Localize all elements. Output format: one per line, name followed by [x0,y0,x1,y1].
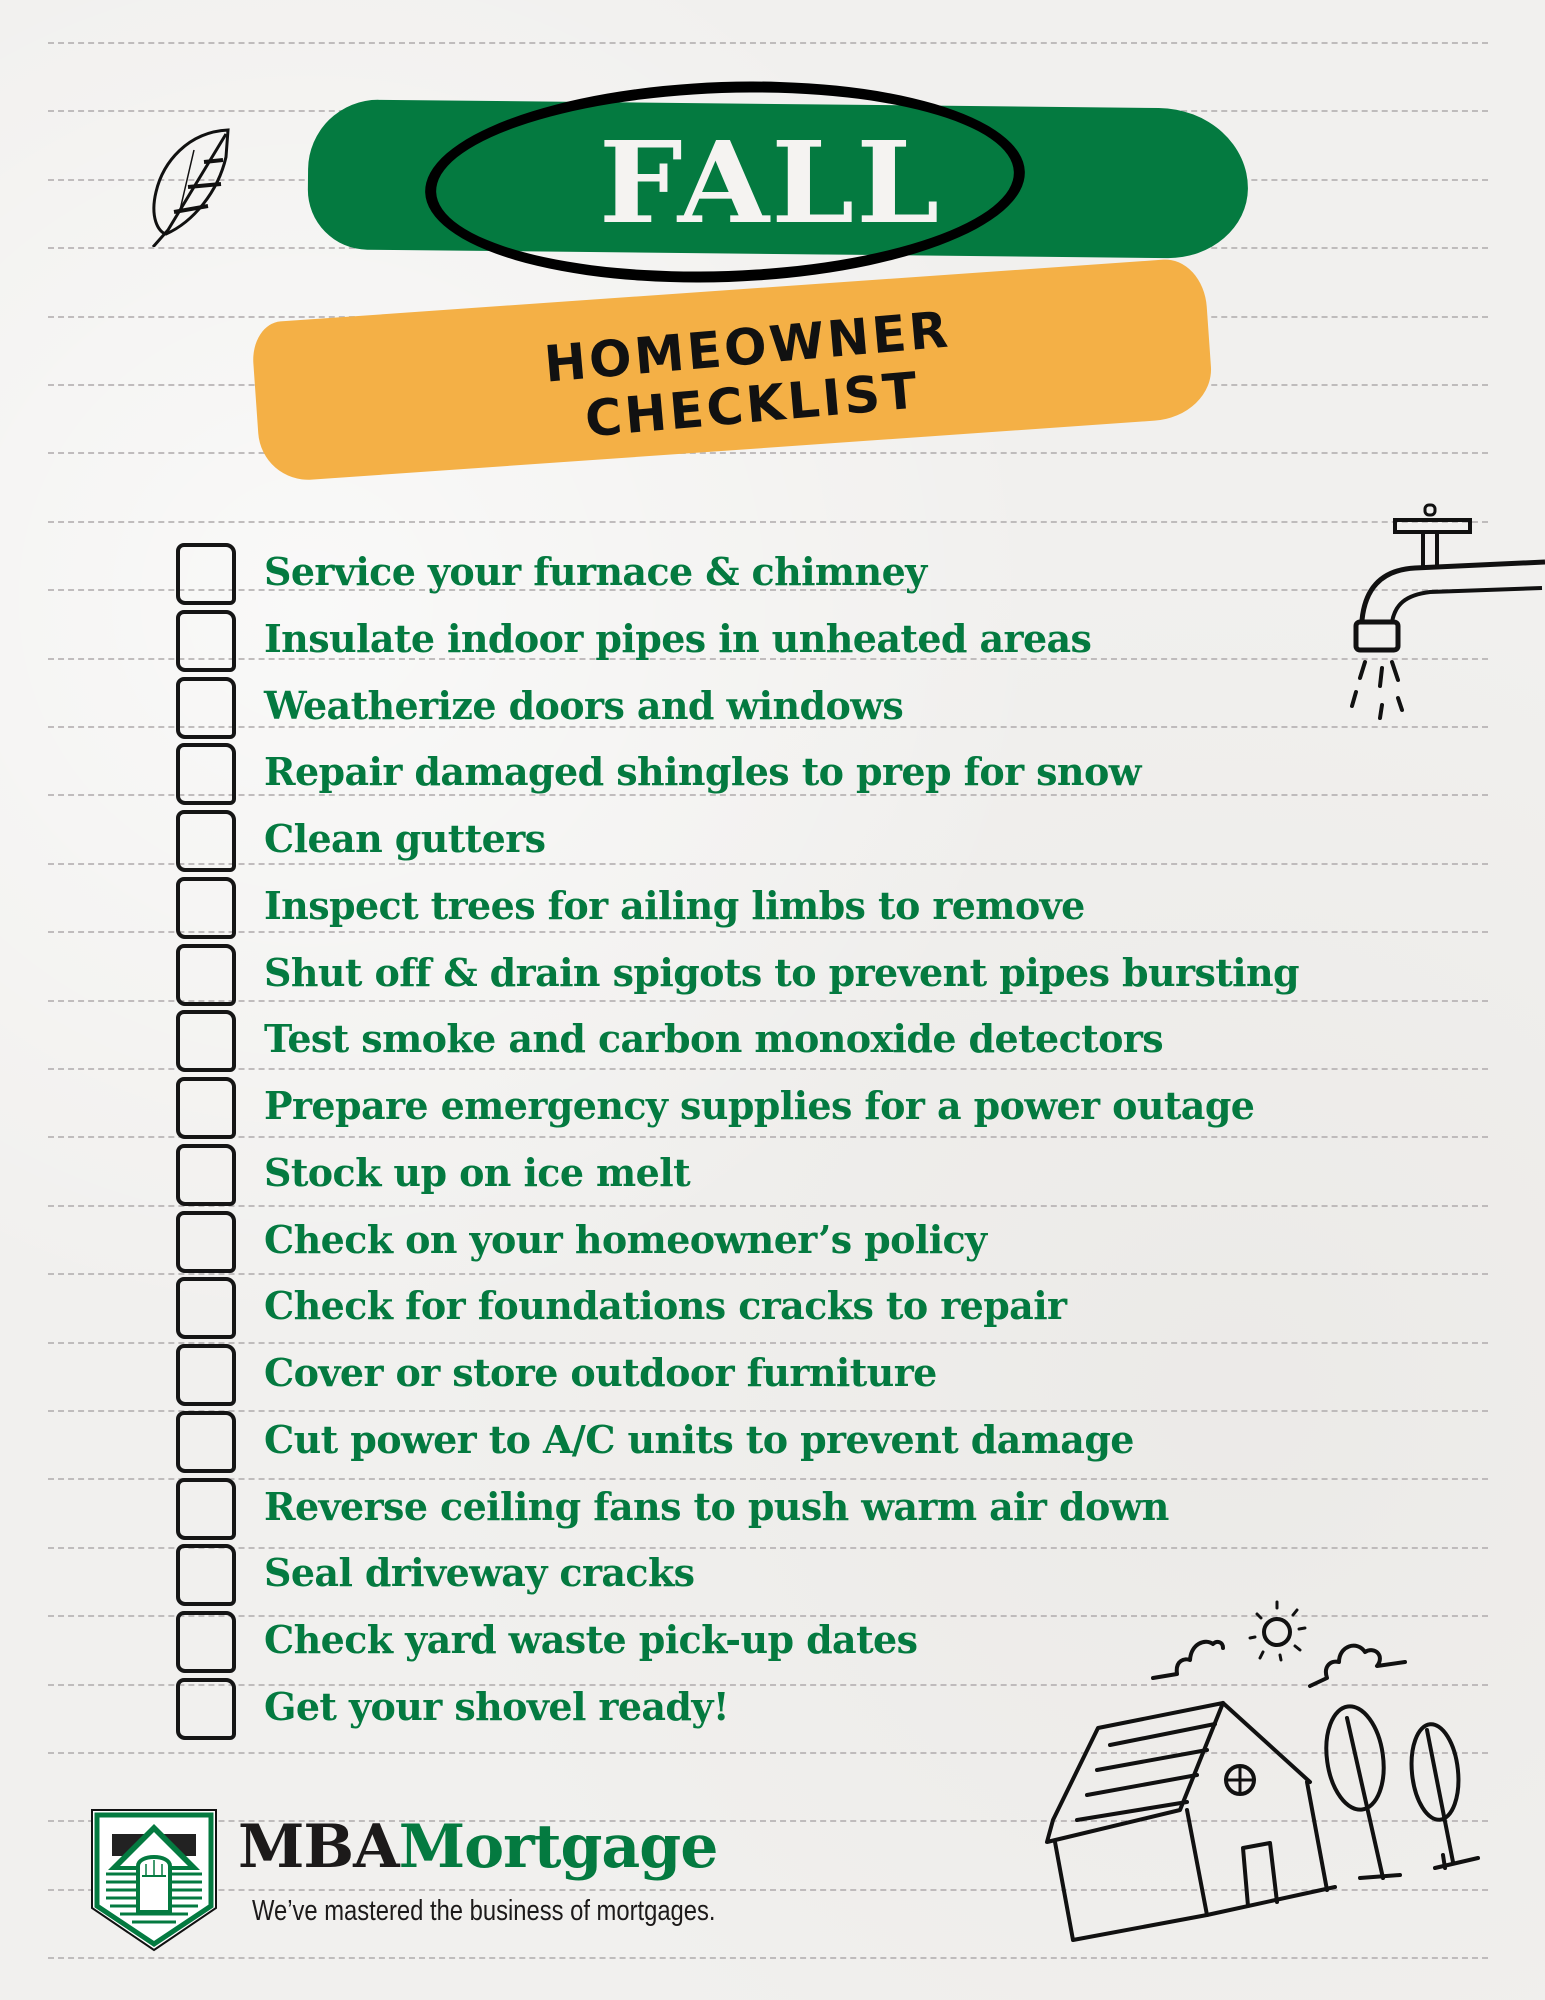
checkbox[interactable] [176,944,236,1006]
checklist-item[interactable] [176,743,1426,807]
checkbox[interactable] [176,1344,236,1406]
checkbox[interactable] [176,610,236,672]
ruled-line [48,42,1488,44]
checkbox[interactable] [176,877,236,939]
checkbox[interactable] [176,543,236,605]
checklist-item-label: Check on your homeowner’s policy [264,1217,987,1262]
checklist-item-label: Weatherize doors and windows [264,683,904,728]
brand-name-mortgage: Mortgage [398,1812,718,1882]
checkbox[interactable] [176,1077,236,1139]
checkbox[interactable] [176,1611,236,1673]
checklist-item-label: Cover or store outdoor furniture [264,1350,937,1395]
checkbox[interactable] [176,1544,236,1606]
checklist-item[interactable] [176,1077,1426,1141]
brand-name-mba: MBA [238,1812,399,1882]
checkbox[interactable] [176,810,236,872]
house-icon [1035,1600,1505,1960]
checkbox[interactable] [176,1144,236,1206]
checklist-item[interactable] [176,1211,1426,1275]
checklist-item[interactable] [176,677,1426,741]
checkbox[interactable] [176,1478,236,1540]
checkbox[interactable] [176,1678,236,1740]
page-subtitle: HOMEOWNER CHECKLIST [542,300,953,449]
checklist-item-label: Reverse ceiling fans to push warm air down [264,1484,1169,1529]
checklist-item-label: Check for foundations cracks to repair [264,1283,1067,1328]
leaf-icon [108,122,248,247]
checklist-item[interactable] [176,1344,1426,1408]
checklist-item[interactable] [176,1277,1426,1341]
checklist-item[interactable] [176,944,1426,1008]
checklist-item-label: Repair damaged shingles to prep for snow [264,749,1141,794]
checklist-item-label: Check yard waste pick-up dates [264,1617,918,1662]
checklist-item[interactable] [176,810,1426,874]
checklist-item[interactable] [176,1544,1426,1608]
page-title: FALL [598,116,942,249]
checklist-item[interactable] [176,1478,1426,1542]
brand-tagline: We’ve mastered the business of mortgages. [252,1895,716,1927]
ruled-line [48,521,1488,523]
checklist-item[interactable] [176,877,1426,941]
checkbox[interactable] [176,1277,236,1339]
checklist-item-label: Shut off & drain spigots to prevent pipes bursting [264,950,1300,995]
checklist-item-label: Service your furnace & chimney [264,549,927,594]
checklist-item-label: Stock up on ice melt [264,1150,691,1195]
checkbox[interactable] [176,1211,236,1273]
checklist-item-label: Get your shovel ready! [264,1684,729,1729]
checklist-item[interactable] [176,543,1426,607]
checklist-item-label: Insulate indoor pipes in unheated areas [264,616,1092,661]
checkbox[interactable] [176,677,236,739]
checklist-item[interactable] [176,1010,1426,1074]
checklist-item[interactable] [176,1411,1426,1475]
checklist-item[interactable] [176,610,1426,674]
checklist-item-label: Cut power to A/C units to prevent damage [264,1417,1134,1462]
checkbox[interactable] [176,743,236,805]
checkbox[interactable] [176,1010,236,1072]
checklist-item-label: Test smoke and carbon monoxide detectors [264,1016,1164,1061]
faucet-icon [1320,500,1545,720]
checklist-item-label: Clean gutters [264,816,546,861]
shield-house-logo-icon [90,1808,218,1952]
checklist-item-label: Prepare emergency supplies for a power outage [264,1083,1255,1128]
checklist-item-label: Seal driveway cracks [264,1550,695,1595]
checkbox[interactable] [176,1411,236,1473]
checklist-item-label: Inspect trees for ailing limbs to remove [264,883,1085,928]
checklist-item[interactable] [176,1144,1426,1208]
brand-logo-text [238,1812,717,1882]
